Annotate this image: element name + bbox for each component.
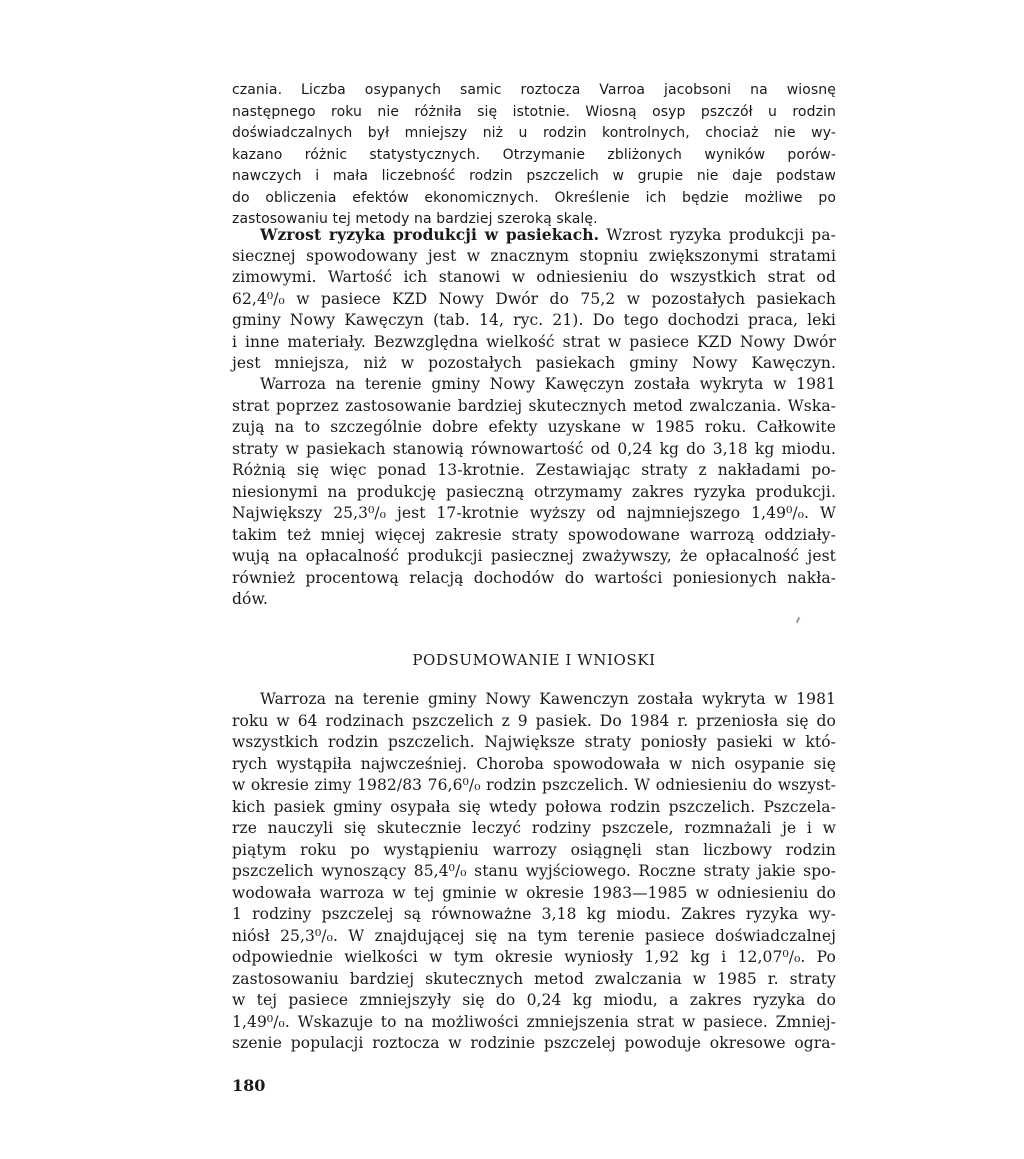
text-line: zastosowaniu tej metody na bardziej szeroką skalę. [232, 211, 598, 227]
text-line: odpowiednie wielkości w tym okresie wyniosły 1,92 kg i 12,07⁰/₀. Po [232, 948, 836, 966]
text-line: zimowymi. Wartość ich stanowi w odniesieniu do wszystkich strat od [232, 268, 836, 286]
text-line: zastosowaniu bardziej skutecznych metod zwalczania w 1985 r. straty [232, 969, 836, 988]
text-line: Warroza na terenie gminy Nowy Kawęczyn została wykryta w 1981 [260, 375, 836, 393]
paragraph-continuation [232, 80, 836, 231]
text-run: Wzrost ryzyka produkcji pa- [599, 226, 836, 244]
text-line: Warroza na terenie gminy Nowy Kawenczyn została wykryta w 1981 [260, 690, 836, 708]
text-line: do obliczenia efektów ekonomicznych. Określenie ich będzie możliwe po [232, 189, 836, 206]
text-line: czania. Liczba osypanych samic roztocza Varroa jacobsoni na wiosnę [232, 82, 836, 98]
text-line: następnego roku nie różniła się istotnie. Wiosną osyp pszczół u rodzin [232, 103, 836, 120]
text-line: niósł 25,3⁰/₀. W znajdującej się na tym terenie pasiece doświadczalnej [232, 926, 836, 945]
text-line: takim też mniej więcej zakresie straty spowodowane warrozą oddziały- [232, 525, 836, 544]
text-line: szenie populacji roztocza w rodzinie pszczelej powoduje okresowe ogra- [232, 1034, 836, 1052]
text-line: strat poprzez zastosowanie bardziej skutecznych metod zwalczania. Wska- [232, 396, 836, 415]
text-line: 1 rodziny pszczelej są równoważne 3,18 kg miodu. Zakres ryzyka wy- [232, 905, 836, 923]
text-line: piątym roku po wystąpieniu warrozy osiągnęli stan liczbowy rodzin [232, 840, 836, 859]
text-line: w okresie zimy 1982/83 76,6⁰/₀ rodzin pszczelich. W odniesieniu do wszyst- [232, 776, 836, 794]
scan-speck [796, 617, 800, 623]
text-line: doświadczalnych był mniejszy niż u rodzin kontrolnych, chociaż nie wy- [232, 125, 836, 141]
text-line: Największy 25,3⁰/₀ jest 17-krotnie wyższy od najmniejszego 1,49⁰/₀. W [232, 504, 836, 522]
text-line: nawczych i mała liczebność rodzin pszczelich w grupie nie daje podstaw [232, 168, 836, 184]
section-heading: PODSUMOWANIE I WNIOSKI [412, 651, 656, 669]
section-run-in-heading: Wzrost ryzyka produkcji w pasiekach. [260, 225, 600, 244]
text-line: również procentową relacją dochodów do wartości poniesionych nakła- [232, 568, 836, 587]
text-line: 1,49⁰/₀. Wskazuje to na możliwości zmniejszenia strat w pasiece. Zmniej- [232, 1012, 836, 1031]
text-line: w tej pasiece zmniejszyły się do 0,24 kg miodu, a zakres ryzyka do [232, 991, 836, 1009]
text-line: wodowała warroza w tej gminie w okresie 1983—1985 w odniesieniu do [232, 883, 836, 902]
text-line: kazano różnic statystycznych. Otrzymanie zbliżonych wyników porów- [232, 146, 836, 163]
text-line: zują na to szczególnie dobre efekty uzyskane w 1985 roku. Całkowite [232, 418, 836, 436]
text-line: 62,4⁰/₀ w pasiece KZD Nowy Dwór do 75,2 w pozostałych pasiekach [232, 289, 836, 308]
page-number: 180 [232, 1076, 266, 1095]
text-line: dów. [232, 590, 269, 608]
text-line: kich pasiek gminy osypała się wtedy połowa rodzin pszczelich. Pszczela- [232, 797, 836, 816]
text-line: rze nauczyli się skutecznie leczyć rodziny pszczele, rozmnażali je i w [232, 819, 836, 837]
text-line: niesionymi na produkcję pasieczną otrzymamy zakres ryzyka produkcji. [232, 482, 836, 501]
text-line: wują na opłacalność produkcji pasiecznej zważywszy, że opłacalność jest [232, 547, 836, 565]
text-line: jest mniejsza, niż w pozostałych pasiekach gminy Nowy Kawęczyn. [232, 354, 836, 372]
text-line: wszystkich rodzin pszczelich. Największe straty poniosły pasieki w któ- [232, 733, 836, 751]
text-line: pszczelich wynoszący 85,4⁰/₀ stanu wyjściowego. Roczne straty jakie spo- [232, 862, 836, 880]
text-line: roku w 64 rodzinach pszczelich z 9 pasiek. Do 1984 r. przeniosła się do [232, 711, 836, 730]
text-line: i inne materiały. Bezwzględna wielkość strat w pasiece KZD Nowy Dwór [232, 332, 836, 351]
paragraph-losses [232, 374, 836, 611]
text-line: Różnią się więc ponad 13-krotnie. Zestawiając straty z nakładami po- [232, 461, 836, 479]
text-line: rych wystąpiła najwcześniej. Choroba spowodowała w nich osypanie się [232, 754, 836, 773]
paragraph-summary [232, 689, 836, 1055]
text-line [232, 224, 836, 246]
text-line: straty w pasiekach stanowią równowartość od 0,24 kg do 3,18 kg miodu. [232, 439, 836, 458]
text-line: siecznej spowodowany jest w znacznym stopniu zwiększonymi stratami [232, 246, 836, 265]
text-line: gminy Nowy Kawęczyn (tab. 14, ryc. 21). Do tego dochodzi praca, leki [232, 311, 836, 329]
paragraph-production-risk [232, 224, 836, 375]
